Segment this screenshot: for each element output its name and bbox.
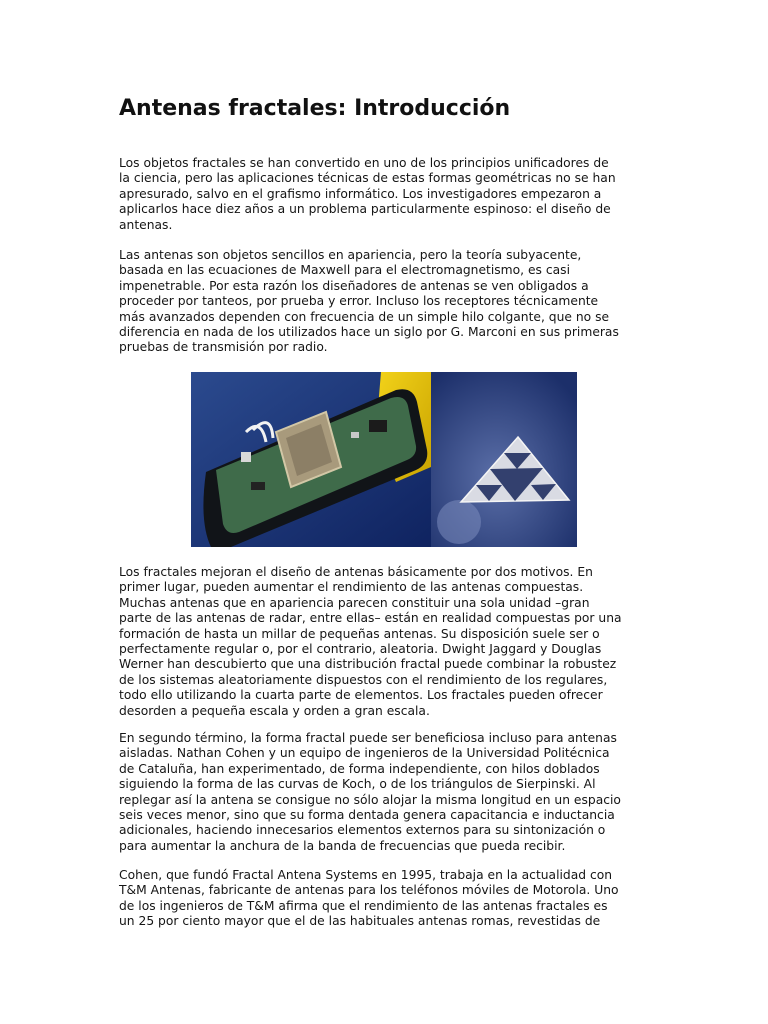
- text-line: Las antenas son objetos sencillos en apariencia, pero la teoría subyacente,: [119, 248, 582, 262]
- text-line: pruebas de transmisión por radio.: [119, 340, 328, 355]
- text-line: primer lugar, pueden aumentar el rendimiento de las antenas compuestas.: [119, 580, 584, 595]
- text-line: siguiendo la forma de las curvas de Koch, o de los triángulos de Sierpinski. Al: [119, 777, 596, 792]
- text-line: parte de las antenas de radar, entre ellas– están en realidad compuestas por una: [119, 611, 622, 626]
- text-line: formación de hasta un millar de pequeñas antenas. Su disposición suele ser o: [119, 626, 600, 641]
- paragraph-1: [119, 156, 659, 233]
- text-line: apresurado, salvo en el grafismo informático. Los investigadores empezaron a: [119, 186, 602, 201]
- text-line: aisladas. Nathan Cohen y un equipo de ingenieros de la Universidad Politécnica: [119, 746, 610, 761]
- text-line: la ciencia, pero las aplicaciones técnicas de estas formas geométricas no se han: [119, 171, 616, 186]
- text-line: Werner han descubierto que una distribución fractal puede combinar la robustez: [119, 657, 617, 672]
- text-line: aplicarlos hace diez años a un problema particularmente espinoso: el diseño de: [119, 202, 611, 217]
- text-line: adicionales, haciendo innecesarios elementos externos para su sintonización o: [119, 823, 606, 838]
- text-line: Los fractales mejoran el diseño de antenas básicamente por dos motivos. En: [119, 565, 593, 579]
- text-line: proceder por tanteos, por prueba y error. Incluso los receptores técnicamente: [119, 294, 599, 309]
- component: [351, 432, 359, 438]
- text-line: de Cataluña, han experimentado, de forma independiente, con hilos doblados: [119, 761, 600, 776]
- text-line: impenetrable. Por esta razón los diseñadores de antenas se ven obligados a: [119, 278, 589, 293]
- paragraph-5: [119, 868, 659, 930]
- component: [241, 452, 251, 462]
- text-line: desorden a pequeña escala y orden a gran escala.: [119, 703, 430, 718]
- text-line: seis veces menor, sino que su forma dentada genera capacitancia e inductancia: [119, 808, 615, 823]
- text-line: diferencia en nada de los utilizados hace un siglo por G. Marconi en sus primeras: [119, 325, 619, 340]
- text-line: Los objetos fractales se han convertido en uno de los principios unificadores de: [119, 156, 609, 170]
- circuit-board-and-sierpinski-triangle-photo: [191, 372, 577, 547]
- text-line: un 25 por ciento mayor que el de las habituales antenas romas, revestidas de: [119, 914, 601, 929]
- text-line: T&M Antenas, fabricante de antenas para los teléfonos móviles de Motorola. Uno: [119, 883, 619, 898]
- text-line: todo ello utilizando la cuarta parte de elementos. Los fractales pueden ofrecer: [119, 688, 603, 703]
- text-line: antenas.: [119, 217, 173, 232]
- paragraph-2: [119, 248, 659, 356]
- component: [251, 482, 265, 490]
- text-line: para aumentar la anchura de la banda de frecuencias que pueda recibir.: [119, 838, 566, 853]
- component: [369, 420, 387, 432]
- glass-disc: [437, 500, 481, 544]
- paragraph-4: [119, 731, 659, 854]
- paragraph-3: [119, 565, 659, 719]
- page-title: Antenas fractales: Introducción: [119, 96, 511, 121]
- text-line: de los ingenieros de T&M afirma que el rendimiento de las antenas fractales es: [119, 898, 608, 913]
- text-line: basada en las ecuaciones de Maxwell para el electromagnetismo, es casi: [119, 263, 570, 278]
- antenna-figure: [191, 372, 577, 547]
- text-line: Muchas antenas que en apariencia parecen constituir una sola unidad –gran: [119, 595, 590, 610]
- text-line: perfectamente regular o, por el contrario, aleatoria. Dwight Jaggard y Douglas: [119, 642, 602, 657]
- text-line: En segundo término, la forma fractal puede ser beneficiosa incluso para antenas: [119, 731, 617, 745]
- text-line: Cohen, que fundó Fractal Antena Systems en 1995, trabaja en la actualidad con: [119, 868, 613, 882]
- text-line: replegar así la antena se consigue no sólo alojar la misma longitud en un espacio: [119, 792, 621, 807]
- text-line: de los sistemas aleatoriamente dispuestos con el rendimiento de los regulares,: [119, 672, 608, 687]
- text-line: más avanzados dependen con frecuencia de un simple hilo colgante, que no se: [119, 309, 610, 324]
